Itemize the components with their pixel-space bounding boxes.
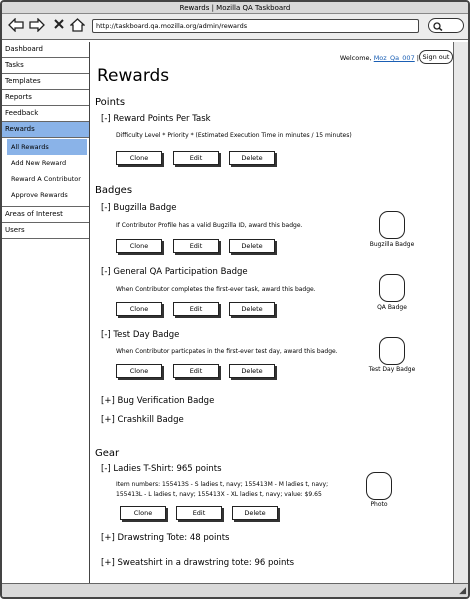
delete-button[interactable]: Delete — [232, 506, 278, 520]
vertical-scrollbar[interactable] — [453, 42, 468, 583]
gear-item-name: Sweatshirt in a drawstring tote: 96 points — [117, 558, 295, 568]
edit-button[interactable]: Edit — [173, 151, 219, 165]
sidebar-item-dashboard[interactable]: Dashboard — [2, 42, 89, 58]
browser-toolbar — [2, 14, 468, 40]
expand-toggle[interactable]: [+] — [101, 558, 115, 568]
badge-image — [379, 337, 405, 365]
badge-item-title — [101, 203, 177, 213]
sidebar-subitem-reward-contributor[interactable]: Reward A Contributor — [2, 171, 87, 187]
badge-item-title — [101, 330, 179, 340]
sidebar-subitem-approve-rewards[interactable]: Approve Rewards — [2, 187, 87, 203]
username-link[interactable]: Moz_Qa_007 — [373, 54, 415, 62]
points-item-name: Reward Points Per Task — [113, 114, 211, 124]
delete-button[interactable]: Delete — [229, 302, 275, 316]
sidebar-item-rewards[interactable]: Rewards — [2, 122, 89, 138]
collapse-toggle[interactable]: [-] — [101, 330, 111, 340]
gear-item-name: Ladies T-Shirt: 965 points — [113, 464, 222, 474]
resize-grip-icon[interactable]: ◢ — [459, 586, 466, 596]
gear-item-title — [101, 558, 294, 568]
badge-description: When Contributor completes the first-ever task, award this badge. — [116, 286, 316, 293]
gear-item-name: Drawstring Tote: 48 points — [117, 533, 230, 543]
delete-button[interactable]: Delete — [229, 239, 275, 253]
window-title: Rewards | Mozilla QA Taskboard — [2, 2, 468, 14]
badge-image-label: Bugzilla Badge — [369, 241, 415, 248]
gear-photo — [366, 472, 392, 500]
main-content — [91, 42, 453, 583]
badge-name: Test Day Badge — [113, 330, 180, 340]
sign-out-button[interactable]: Sign out — [419, 50, 453, 64]
gear-item-title — [101, 533, 229, 543]
clone-button[interactable]: Clone — [116, 239, 162, 253]
gear-section-title: Gear — [95, 448, 120, 459]
page-title: Rewards — [97, 66, 170, 86]
edit-button[interactable]: Edit — [173, 239, 219, 253]
delete-button[interactable]: Delete — [229, 151, 275, 165]
badge-item-title — [101, 267, 248, 277]
badge-image-label: QA Badge — [377, 304, 407, 311]
badge-name: Bugzilla Badge — [113, 203, 177, 213]
search-button[interactable] — [428, 18, 464, 33]
welcome-prefix: Welcome, — [339, 54, 372, 62]
clone-button[interactable]: Clone — [116, 151, 162, 165]
clone-button[interactable]: Clone — [116, 364, 162, 378]
welcome-text — [340, 54, 419, 62]
sidebar — [2, 42, 90, 583]
sidebar-item-templates[interactable]: Templates — [2, 74, 89, 90]
gear-photo-label: Photo — [370, 501, 388, 508]
right-arrow-icon[interactable] — [29, 18, 45, 37]
sidebar-item-reports[interactable]: Reports — [2, 90, 89, 106]
badge-name: Crashkill Badge — [117, 415, 184, 425]
sidebar-item-feedback[interactable]: Feedback — [2, 106, 89, 122]
badge-image — [379, 274, 405, 302]
clone-button[interactable]: Clone — [116, 302, 162, 316]
points-section-title: Points — [95, 97, 126, 108]
collapse-toggle[interactable]: [-] — [101, 267, 111, 277]
badge-item-title — [101, 415, 184, 425]
welcome-separator: | — [416, 54, 419, 62]
rewards-submenu — [2, 138, 89, 207]
edit-button[interactable]: Edit — [173, 302, 219, 316]
collapse-toggle[interactable]: [-] — [101, 114, 111, 124]
gear-description-line: 155413L - L ladies t, navy; 155413X - XL ladies t, navy; value: $9.65 — [116, 491, 322, 498]
badge-description: If Contributor Profile has a valid Bugzilla ID, award this badge. — [116, 222, 303, 229]
badge-image-label: Test Day Badge — [368, 366, 416, 373]
collapse-toggle[interactable]: [-] — [101, 203, 111, 213]
points-item-description: Difficulty Level * Priority * (Estimated Execution Time in minutes / 15 minutes) — [116, 132, 352, 139]
delete-button[interactable]: Delete — [229, 364, 275, 378]
status-bar — [2, 583, 468, 597]
gear-item-title — [101, 464, 222, 474]
sidebar-subitem-add-new-reward[interactable]: Add New Reward — [2, 155, 87, 171]
sidebar-subitem-all-rewards[interactable]: All Rewards — [7, 139, 87, 155]
gear-description-line: Item numbers: 155413S - S ladies t, navy; 155413M - M ladies t, navy; — [116, 481, 329, 488]
collapse-toggle[interactable]: [-] — [101, 464, 111, 474]
sidebar-item-areas-of-interest[interactable]: Areas of Interest — [2, 207, 89, 223]
expand-toggle[interactable]: [+] — [101, 396, 115, 406]
badge-item-title — [101, 396, 214, 406]
edit-button[interactable]: Edit — [176, 506, 222, 520]
home-icon[interactable] — [70, 18, 85, 37]
badge-name: Bug Verification Badge — [117, 396, 215, 406]
clone-button[interactable]: Clone — [120, 506, 166, 520]
edit-button[interactable]: Edit — [173, 364, 219, 378]
expand-toggle[interactable]: [+] — [101, 533, 115, 543]
sidebar-item-tasks[interactable]: Tasks — [2, 58, 89, 74]
badge-image — [379, 211, 405, 239]
points-item-title — [101, 114, 211, 124]
url-bar[interactable]: http://taskboard.qa.mozilla.org/admin/rewards — [92, 19, 419, 33]
badge-name: General QA Participation Badge — [113, 267, 248, 277]
badge-description: When Contributor particpates in the first-ever test day, award this badge. — [116, 348, 338, 355]
badges-section-title: Badges — [95, 185, 133, 196]
expand-toggle[interactable]: [+] — [101, 415, 115, 425]
left-arrow-icon[interactable] — [8, 18, 24, 37]
sidebar-item-users[interactable]: Users — [2, 223, 89, 239]
close-icon[interactable] — [53, 18, 65, 35]
